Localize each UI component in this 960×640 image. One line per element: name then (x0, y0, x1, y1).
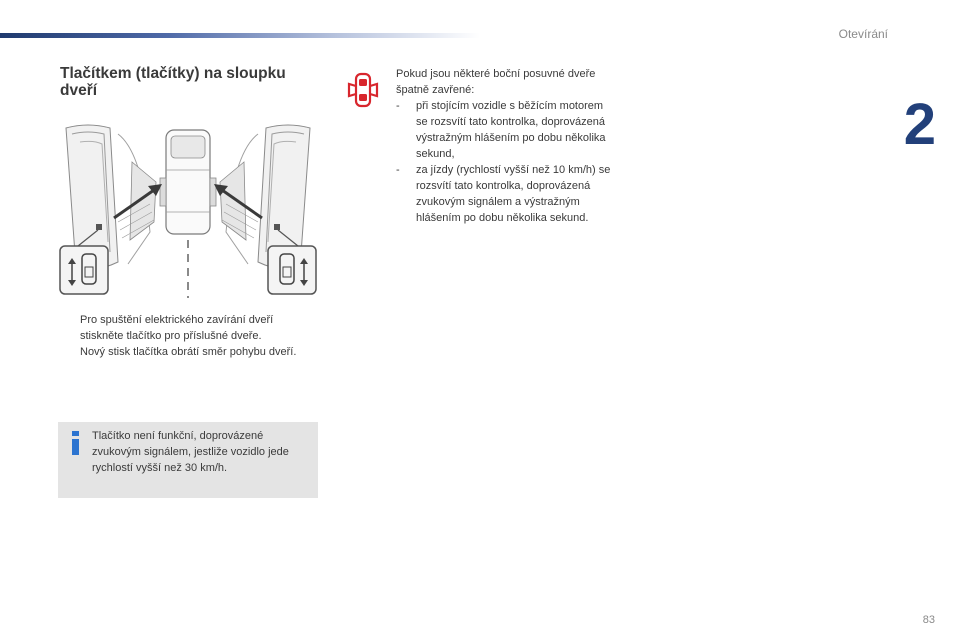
info-note-text: Tlačítko není funkční, doprovázené zvukovým signálem, jestliže vozidlo jede rychlostí vyšší než 30 km/h. (92, 430, 289, 474)
list-item (396, 162, 616, 226)
door-pillar-button-illustration (58, 122, 318, 300)
list-item-text: za jízdy (rychlostí vyšší než 10 km/h) se rozsvítí tato kontrolka, doprovázená zvukovým signálem a výstražným hlášením po dobu několika sekund. (416, 164, 611, 224)
dash-marker: - (396, 164, 400, 176)
dash-marker: - (396, 100, 400, 112)
section-title: Otevírání (838, 27, 888, 41)
page-number: 83 (922, 614, 935, 626)
chapter-number: 2 (903, 92, 936, 157)
instruction-list (60, 312, 308, 360)
header-gradient-bar (0, 33, 480, 38)
list-item (396, 98, 616, 162)
list-item-text: při stojícím vozidle s běžícím motorem se rozsvítí tato kontrolka, doprovázená výstražným hlášením po dobu několika sekund, (416, 100, 606, 160)
list-item-text: Nový stisk tlačítka obrátí směr pohybu dveří. (80, 346, 297, 358)
sliding-door-open-warning-icon (347, 70, 379, 110)
warning-intro: Pokud jsou některé boční posuvné dveře špatně zavřené: (396, 68, 596, 96)
info-note-box (58, 422, 318, 498)
page-heading: Tlačítkem (tlačítky) na sloupku dveří (60, 65, 286, 99)
list-item-text: Pro spuštění elektrického zavírání dveří stiskněte tlačítko pro příslušné dveře. (80, 314, 274, 342)
list-item (60, 344, 308, 360)
info-icon (69, 431, 83, 455)
list-item (60, 312, 308, 344)
warning-description (396, 66, 616, 226)
